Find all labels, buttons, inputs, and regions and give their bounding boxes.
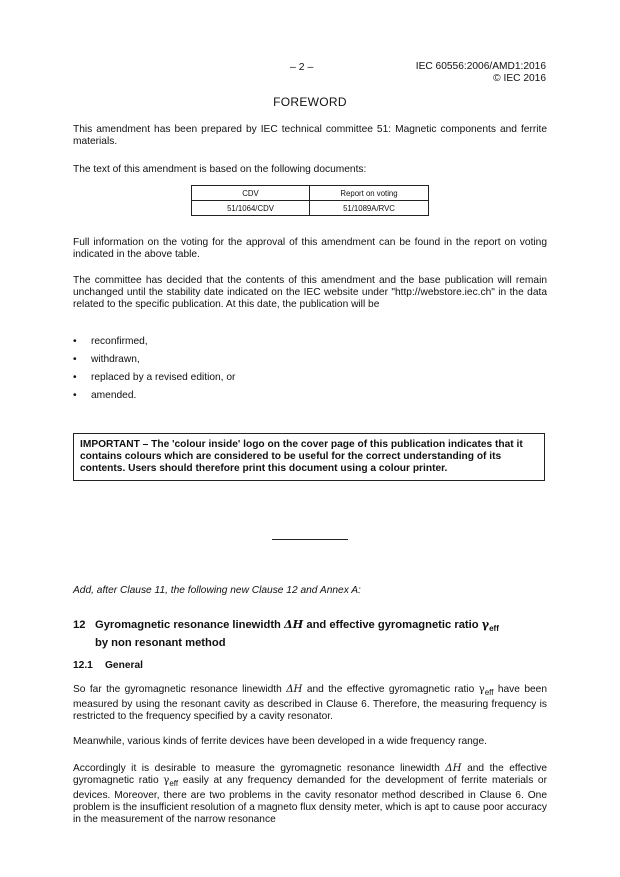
table-header-report: Report on voting [310, 186, 429, 201]
list-item-text: withdrawn, [91, 354, 140, 365]
table-row [192, 201, 429, 216]
table-header-cdv: CDV [192, 186, 310, 201]
list-item-text: replaced by a revised edition, or [91, 372, 236, 383]
copyright: © IEC 2016 [493, 73, 546, 84]
table-header-row [192, 186, 429, 201]
delta-h-symbol: ΔH [286, 684, 303, 695]
list-item [73, 390, 235, 408]
foreword-title: FOREWORD [273, 95, 347, 109]
clause-title-part: by non resonant method [95, 637, 226, 650]
general-paragraph-1 [73, 684, 547, 723]
voting-table [191, 185, 429, 216]
text-run: and the effective gyromagnetic ratio [73, 763, 548, 786]
text-run: have been measured by using the resonant cavity as described in Clause 6. Therefore, the measuring frequency is restricted to the frequency specified by a cavity resonator. [73, 684, 547, 723]
delta-h-symbol: ΔH [445, 763, 462, 774]
bullet-icon: • [73, 372, 77, 383]
clause-title-part: Gyromagnetic resonance linewidth [95, 619, 284, 631]
clause-number: 12 [73, 619, 86, 631]
general-paragraph-2: Meanwhile, various kinds of ferrite devices have been developed in a wide frequency range. [73, 736, 487, 747]
list-item-text: amended. [91, 390, 137, 401]
subclause-number: 12.1 [73, 660, 93, 671]
document-reference [416, 61, 546, 85]
list-item [73, 336, 235, 354]
gamma-symbol: γ [478, 684, 485, 695]
gamma-symbol: γ [163, 775, 170, 786]
bullet-icon: • [73, 336, 77, 347]
delta-h-symbol: ΔH [284, 617, 304, 631]
foreword-paragraph-1: This amendment has been prepared by IEC technical committee 51: Magnetic components and ferrite materials. [73, 124, 547, 147]
eff-subscript: eff [169, 779, 179, 789]
bullet-icon: • [73, 354, 77, 365]
subclause-title: General [105, 660, 143, 671]
eff-subscript: eff [489, 624, 499, 634]
gamma-symbol: γ [481, 617, 490, 631]
table-cell-rvc: 51/1089A/RVC [310, 201, 429, 216]
foreword-paragraph-4: The committee has decided that the contents of this amendment and the base publication will remain unchanged until the stability date indicated on the IEC website under "http://webstore.iec.ch" in the data related to the specific publication. At this date, the publication will be [73, 275, 547, 310]
publication-outcome-list [73, 336, 235, 408]
text-run: Accordingly it is desirable to measure the gyromagnetic resonance linewidth [73, 763, 446, 774]
clause-title-part: and effective gyromagnetic ratio [303, 619, 482, 631]
general-paragraph-3 [73, 763, 547, 826]
text-run: easily at any frequency demanded for the development of ferrite materials or devices. Moreover, there are two problems in the cavity resonator method described in Clause 6. One problem is the insufficient resolution of a magneto flux density meter, which is apt to cause poor accuracy in the measurement of the narrow resonance [73, 775, 547, 826]
text-run: and the effective gyromagnetic ratio [302, 684, 479, 695]
list-item [73, 354, 235, 372]
important-notice-box: IMPORTANT – The 'colour inside' logo on the cover page of this publication indicates that it contains colours which are considered to be useful for the correct understanding of its contents. Users should therefore print this document using a colour printer. [73, 433, 545, 481]
table-cell-cdv: 51/1064/CDV [192, 201, 310, 216]
text-run: So far the gyromagnetic resonance linewidth [73, 684, 287, 695]
list-item-text: reconfirmed, [91, 336, 148, 347]
clause-12-1-heading [73, 660, 143, 671]
amendment-instruction: Add, after Clause 11, the following new Clause 12 and Annex A: [73, 585, 361, 596]
foreword-paragraph-3: Full information on the voting for the approval of this amendment can be found in the report on voting indicated in the above table. [73, 237, 547, 260]
separator-line [272, 539, 348, 540]
foreword-paragraph-2: The text of this amendment is based on the following documents: [73, 164, 367, 175]
eff-subscript: eff [484, 688, 494, 698]
document-id: IEC 60556:2006/AMD1:2016 [415, 61, 546, 72]
bullet-icon: • [73, 390, 77, 401]
page-number: – 2 – [290, 61, 314, 73]
clause-12-heading [73, 617, 553, 650]
list-item [73, 372, 235, 390]
